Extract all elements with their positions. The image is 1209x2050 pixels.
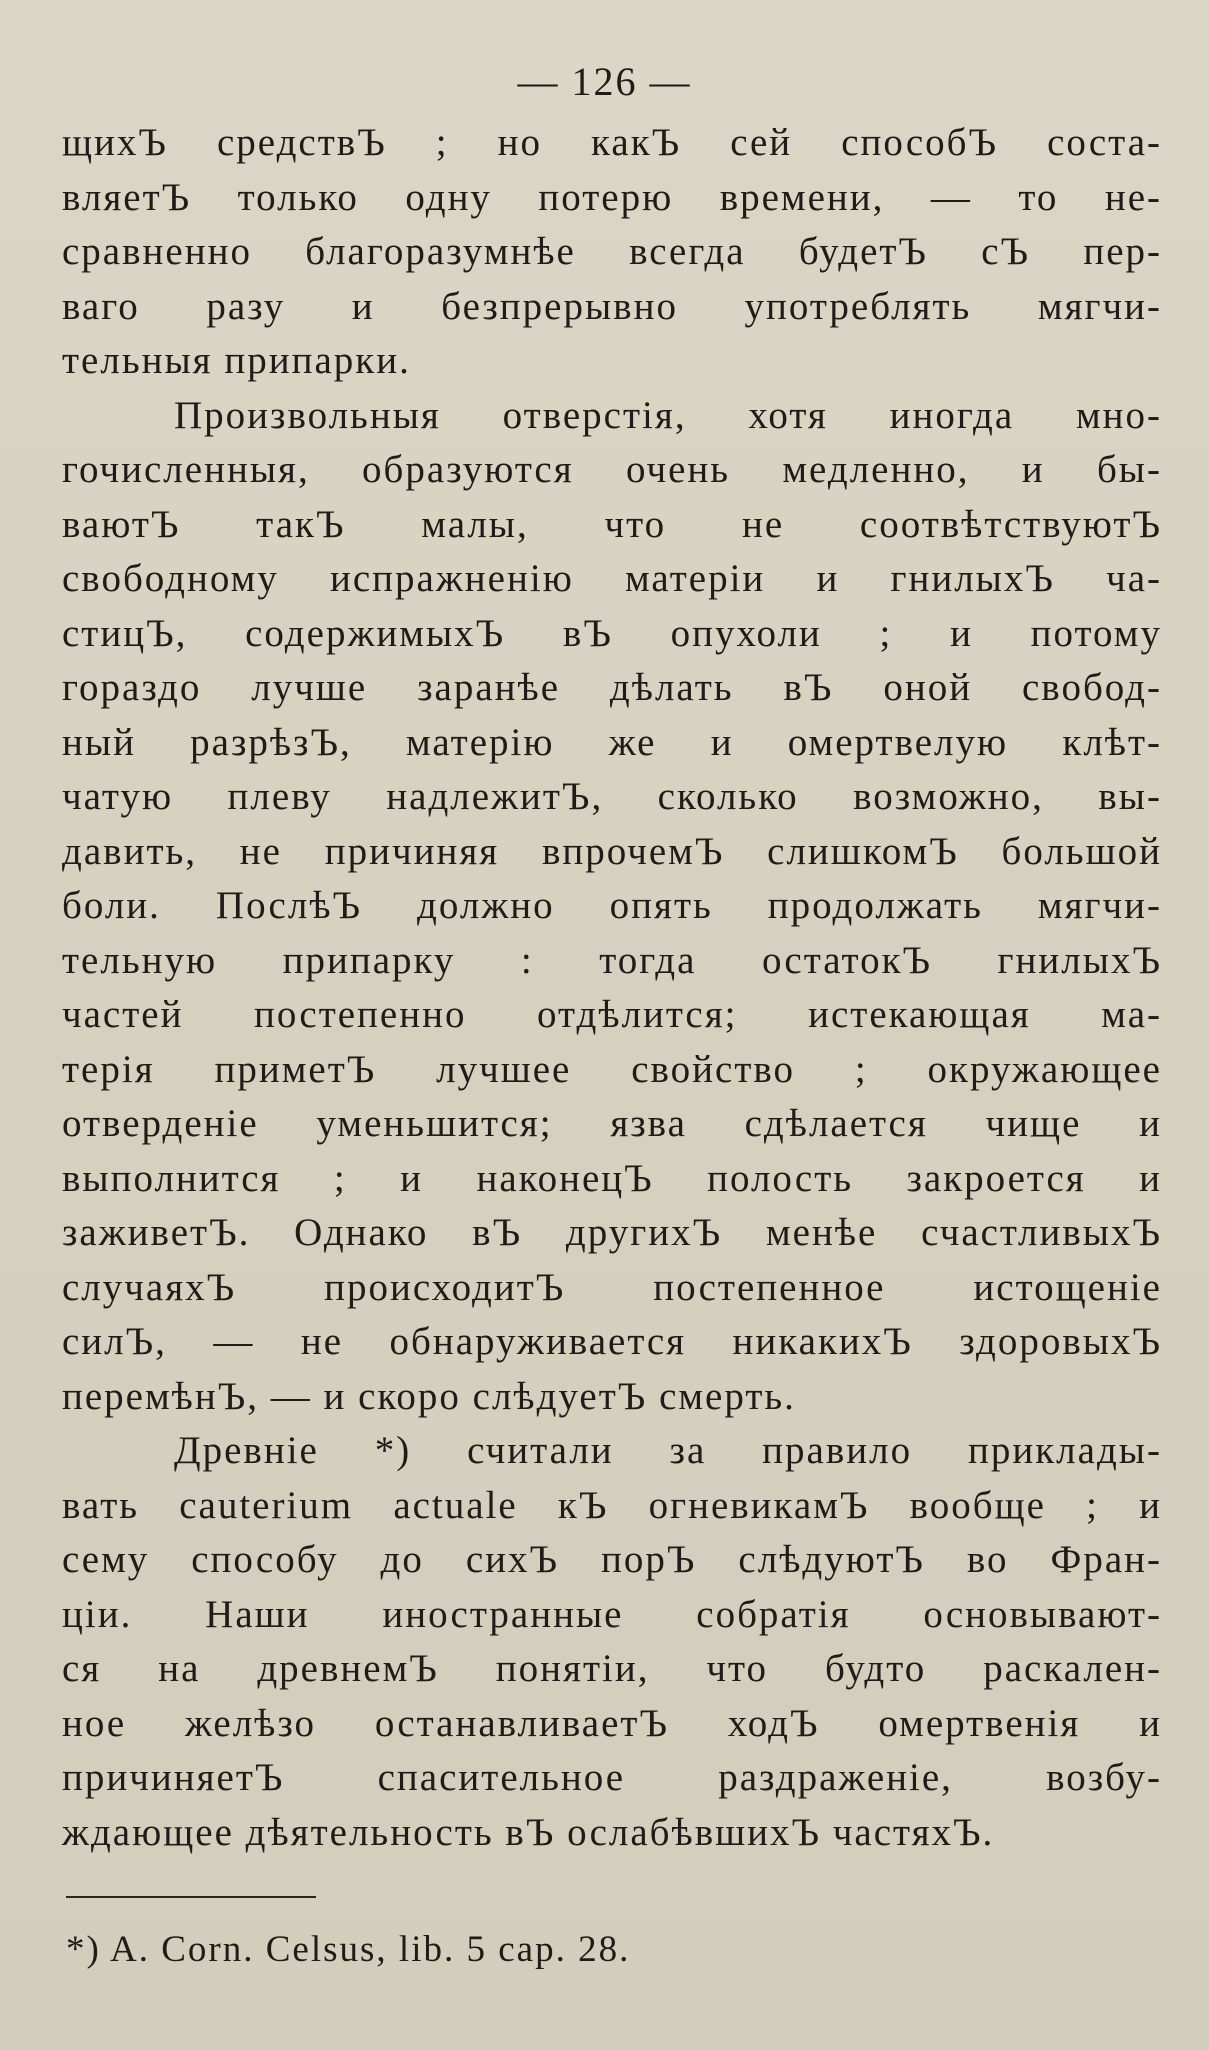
text-line: вляетЪ только одну потерю времени, — то не- [62,175,1162,219]
text-line: давить, не причиняя впрочемЪ слишкомЪ большой [62,829,1162,873]
text-line: перемѣнЪ, — и скоро слѣдуетЪ смерть. [62,1374,796,1418]
text-line: силЪ, — не обнаруживается никакихЪ здоровыхЪ [62,1320,1162,1363]
text-line: ваго разу и безпрерывно употреблять мягчи- [62,284,1162,328]
text-line: ваютЪ такЪ малы, что не соотвѣтствуютЪ [62,502,1162,546]
page-number: — 126 — [517,59,692,104]
text-line: ціи. Наши иностранные собратія основывают- [62,1592,1162,1636]
text-line: сравненно благоразумнѣе всегда будетЪ сЪ пер- [62,230,1162,273]
text-line: ное желѣзо останавливаетЪ ходЪ омертвенія и [62,1701,1162,1745]
text-line: стицЪ, содержимыхЪ вЪ опухоли ; и потому [62,611,1162,655]
text-line: выполнится ; и наконецЪ полость закроется и [62,1156,1162,1200]
text-line: ждающее дѣятельность вЪ ослабѣвшихЪ частяхЪ. [62,1810,995,1854]
text-line: отверденіе уменьшится; язва сдѣлается чище и [62,1102,1162,1145]
text-line: щихЪ средствЪ ; но какЪ сей способЪ соста- [62,121,1162,164]
body-text [62,116,1162,1860]
footnote-divider [66,1896,316,1898]
text-line: вать cauterium actuale кЪ огневикамЪ вообще ; и [62,1483,1162,1527]
paragraph-start: Произвольныя отверстія, хотя иногда мно- [174,393,1162,437]
text-line: ся на древнемЪ понятіи, что будто раскален- [62,1647,1162,1690]
text-line: боли. ПослѣЪ должно опять продолжать мягчи- [62,884,1162,927]
footnote: *) A. Corn. Celsus, lib. 5 cap. 28. [66,1929,631,1970]
text-line: частей постепенно отдѣлится; истекающая ма- [62,993,1162,1036]
text-line: чатую плеву надлежитЪ, сколько возможно, вы- [62,775,1162,818]
text-line: ный разрѣзЪ, матерію же и омертвелую клѣт- [62,720,1162,764]
text-line: терія приметЪ лучшее свойство ; окружающее [62,1047,1162,1091]
text-line: сему способу до сихЪ порЪ слѣдуютЪ во Фран- [62,1538,1162,1581]
text-line: свободному испражненію матеріи и гнилыхЪ ча- [62,557,1162,600]
text-line: гочисленныя, образуются очень медленно, и бы- [62,448,1162,491]
text-line: причиняетЪ спасительное раздраженіе, возбу- [62,1756,1162,1799]
text-line: случаяхЪ происходитЪ постепенное истощеніе [62,1265,1162,1309]
text-line: гораздо лучше заранѣе дѣлать вЪ оной свобод- [62,666,1162,709]
paragraph-start: Древніе *) считали за правило приклады- [174,1429,1162,1472]
text-line: тельную припарку : тогда остатокЪ гнилыхЪ [62,938,1162,982]
text-line: тельныя припарки. [62,339,411,382]
text-line: заживетЪ. Однако вЪ другихЪ менѣе счастливыхЪ [62,1211,1162,1254]
